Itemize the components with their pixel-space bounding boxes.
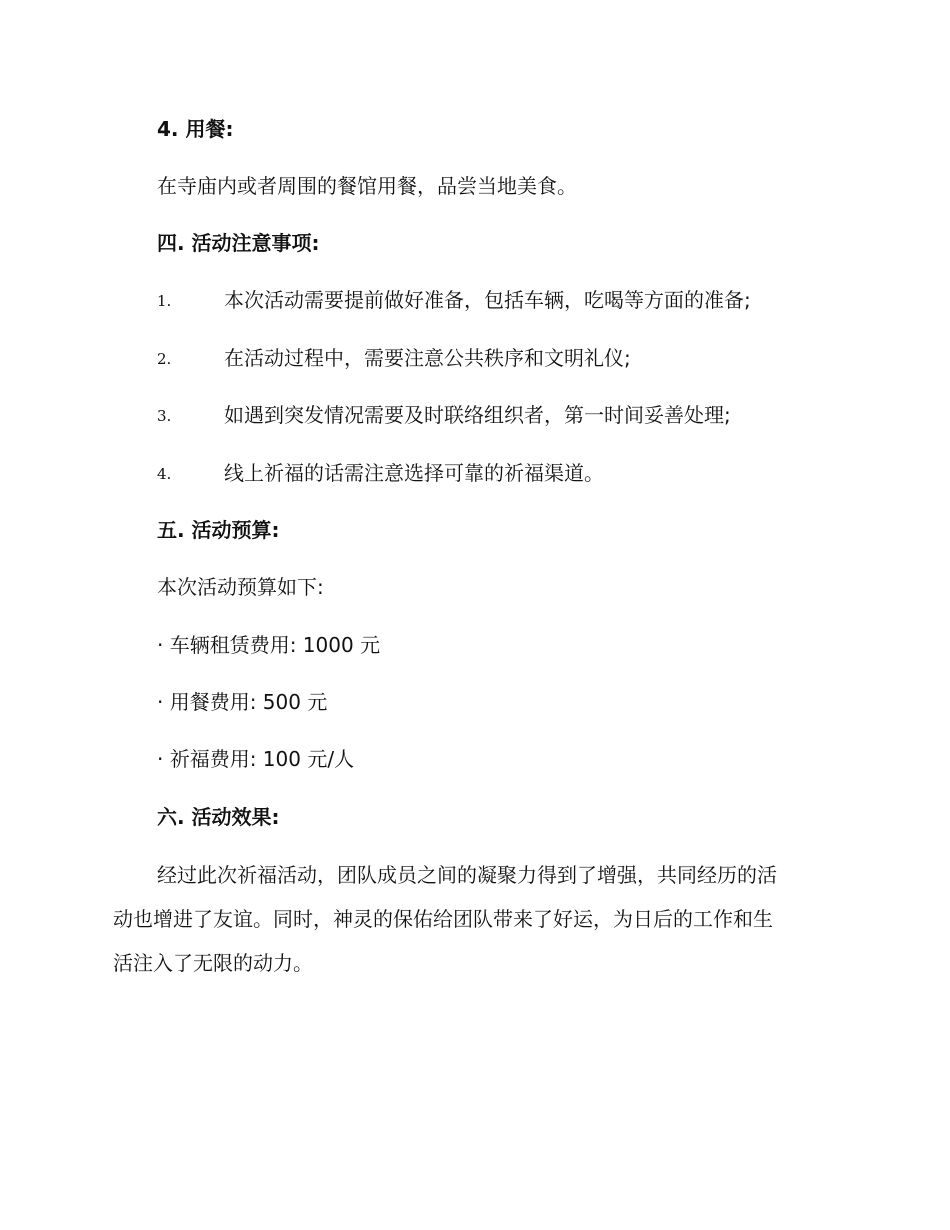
list-item-text: 本次活动需要提前做好准备，包括车辆，吃喝等方面的准备; [224,288,751,312]
list-item-number: 3. [157,407,172,425]
list-item-text: 在活动过程中，需要注意公共秩序和文明礼仪; [224,346,631,370]
list-item-number: 2. [157,350,172,368]
dining-heading: 4. 用餐: [157,117,234,141]
effect-line: 动也增进了友谊。同时，神灵的保佑给团队带来了好运，为日后的工作和生 [113,907,773,931]
list-item-number: 4. [157,465,172,483]
list-item-text: 如遇到突发情况需要及时联络组织者，第一时间妥善处理; [224,403,731,427]
budget-item-blessing: · 祈福费用: 100 元/人 [157,747,355,771]
dining-text: 在寺庙内或者周围的餐馆用餐，品尝当地美食。 [157,174,577,198]
budget-heading: 五. 活动预算: [157,518,280,542]
list-item-number: 1. [157,292,172,310]
budget-item-vehicle: · 车辆租赁费用: 1000 元 [157,633,381,657]
budget-intro: 本次活动预算如下: [157,575,324,599]
effect-heading: 六. 活动效果: [157,805,280,829]
budget-item-dining: · 用餐费用: 500 元 [157,690,328,714]
notes-heading: 四. 活动注意事项: [157,231,320,255]
effect-line: 经过此次祈福活动，团队成员之间的凝聚力得到了增强，共同经历的活 [157,863,777,887]
list-item-text: 线上祈福的话需注意选择可靠的祈福渠道。 [224,461,604,485]
effect-line: 活注入了无限的动力。 [113,951,313,975]
